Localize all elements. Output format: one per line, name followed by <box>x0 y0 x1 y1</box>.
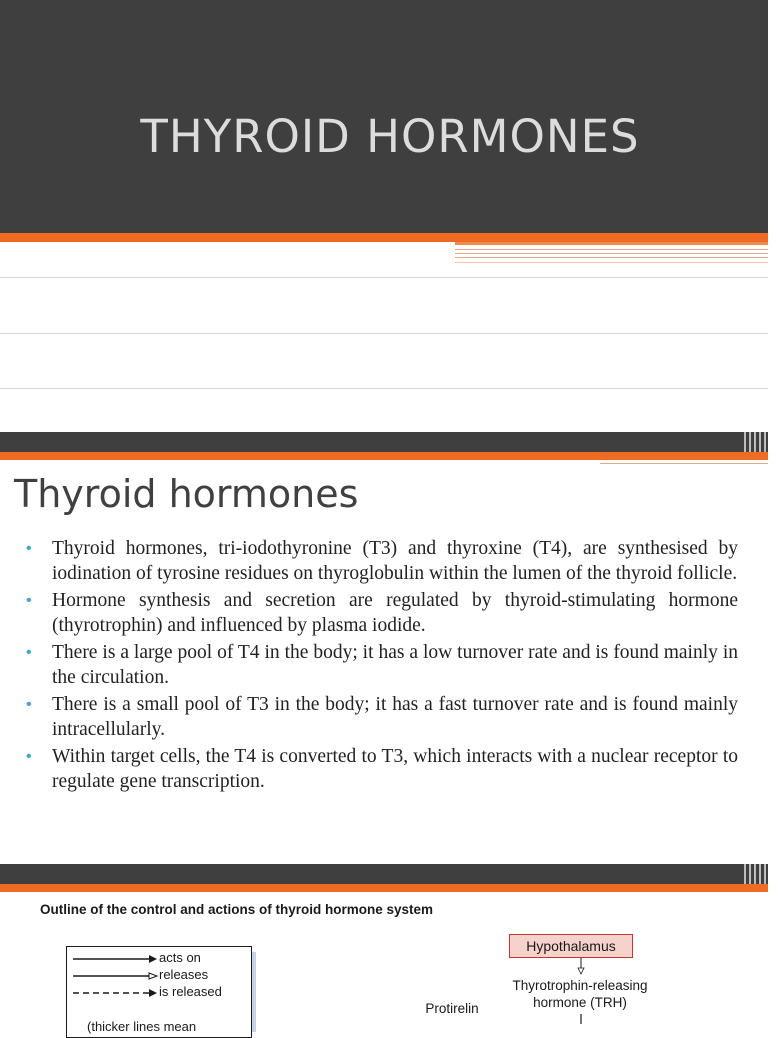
slide-title: THYROID HORMONES <box>140 110 640 163</box>
figure-slide <box>0 864 768 1034</box>
slide-title: Thyroid hormones <box>14 472 359 516</box>
divider <box>0 333 768 334</box>
divider <box>0 388 768 389</box>
arrow-down-icon <box>576 958 586 976</box>
arrow-dashed-icon <box>71 984 161 1001</box>
bullet-list <box>26 536 738 796</box>
bullet-icon: • <box>26 748 32 765</box>
accent-line <box>455 253 768 254</box>
header-band <box>0 864 768 884</box>
content-slide <box>0 432 768 864</box>
hypothalamus-box: Hypothalamus <box>509 934 633 958</box>
accent-bar <box>0 233 768 242</box>
protirelin-label: Protirelin <box>425 1001 479 1016</box>
accent-line <box>455 257 768 258</box>
bullet-item: • There is a small pool of T3 in the body; it has a fast turnover rate and is found mainly intracellularly. <box>26 694 738 740</box>
accent-bar <box>0 452 768 460</box>
legend-row-releases: releases <box>67 967 251 984</box>
legend-row-is-released: is released <box>67 984 251 1001</box>
divider <box>0 277 768 278</box>
accent-stripe <box>455 242 768 245</box>
accent-line <box>600 463 768 464</box>
trh-label-line2: hormone (TRH) <box>533 995 627 1010</box>
header-stripes <box>742 432 768 452</box>
accent-line <box>455 262 768 263</box>
bullet-icon: • <box>26 696 32 713</box>
legend-row-acts-on: acts on <box>67 950 251 967</box>
bullet-icon: • <box>26 540 32 557</box>
bullet-icon: • <box>26 592 32 609</box>
bullet-item: • Within target cells, the T4 is converted to T3, which interacts with a nuclear receptor to regulate gene transcription. <box>26 746 738 792</box>
bullet-icon: • <box>26 644 32 661</box>
header-band <box>0 432 768 452</box>
header-stripes <box>742 864 768 884</box>
accent-bar <box>0 884 768 892</box>
arrow-open-icon <box>71 967 161 984</box>
bullet-item: • Thyroid hormones, tri-iodothyronine (T3) and thyroxine (T4), are synthesised by iodination of tyrosine residues on thyroglobulin within the lumen of the thyroid follicle. <box>26 538 738 584</box>
accent-line <box>455 249 768 250</box>
bullet-item: • There is a large pool of T4 in the body; it has a low turnover rate and is found mainly in the circulation. <box>26 642 738 688</box>
legend-note: (thicker lines mean <box>87 1019 197 1034</box>
connector-line <box>578 1014 584 1024</box>
trh-label-line1: Thyrotrophin-releasing <box>512 978 648 993</box>
title-slide <box>0 0 768 432</box>
legend-box <box>66 946 252 1038</box>
arrow-solid-icon <box>71 950 161 967</box>
figure-title: Outline of the control and actions of thyroid hormone system <box>40 902 434 917</box>
bullet-item: • Hormone synthesis and secretion are regulated by thyroid-stimulating hormone (thyrotrophin) and influenced by plasma iodide. <box>26 590 738 636</box>
